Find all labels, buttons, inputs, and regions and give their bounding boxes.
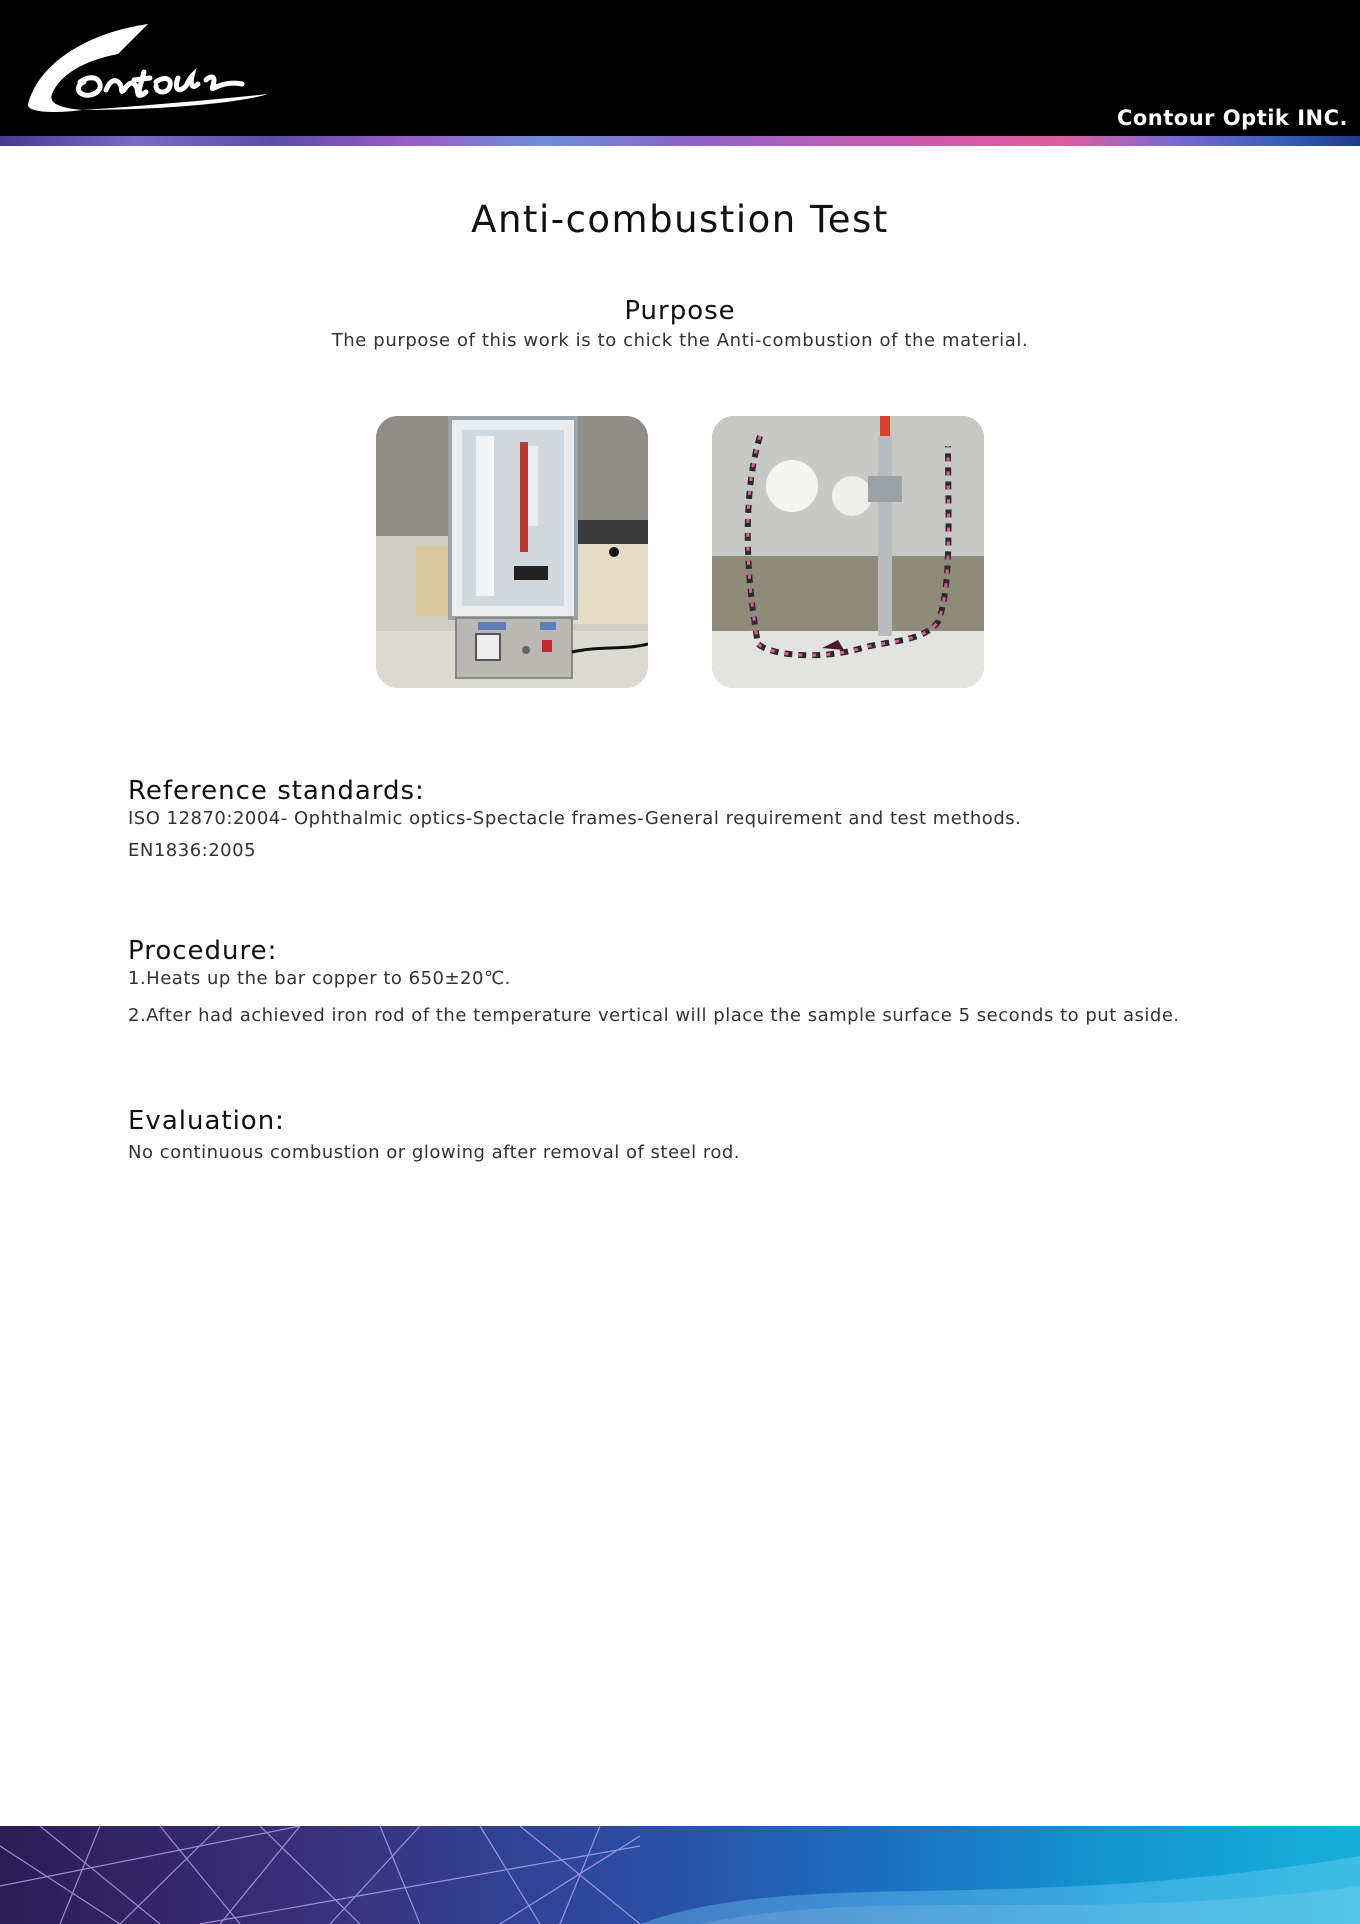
header-stripe xyxy=(0,136,1360,146)
reference-standard-en: EN1836:2005 xyxy=(128,840,257,861)
logo-text: Contour xyxy=(22,20,26,21)
sample-illustration xyxy=(712,416,984,688)
test-apparatus-photo xyxy=(376,416,648,688)
purpose-heading: Purpose xyxy=(624,296,736,326)
sample-test-photo xyxy=(712,416,984,688)
company-name: Contour Optik INC. xyxy=(1116,106,1348,130)
evaluation-heading: Evaluation: xyxy=(128,1106,285,1136)
header-bar xyxy=(0,0,1360,136)
procedure-step-1: 1.Heats up the bar copper to 650±20℃. xyxy=(128,968,511,989)
apparatus-illustration xyxy=(376,416,648,688)
purpose-text: The purpose of this work is to chick the Anti-combustion of the material. xyxy=(331,330,1029,351)
footer-decoration xyxy=(0,1826,1360,1924)
reference-standard-iso: ISO 12870:2004- Ophthalmic optics-Spectacle frames-General requirement and test methods. xyxy=(128,808,1022,829)
evaluation-text: No continuous combustion or glowing after removal of steel rod. xyxy=(128,1142,740,1163)
footer-pattern xyxy=(0,1826,1360,1924)
contour-logo xyxy=(22,20,272,116)
page-title: Anti-combustion Test xyxy=(471,198,889,241)
reference-standards-heading: Reference standards: xyxy=(128,776,425,806)
procedure-step-2: 2.After had achieved iron rod of the temperature vertical will place the sample surface 5 seconds to put aside. xyxy=(128,1005,1180,1026)
procedure-heading: Procedure: xyxy=(128,936,278,966)
